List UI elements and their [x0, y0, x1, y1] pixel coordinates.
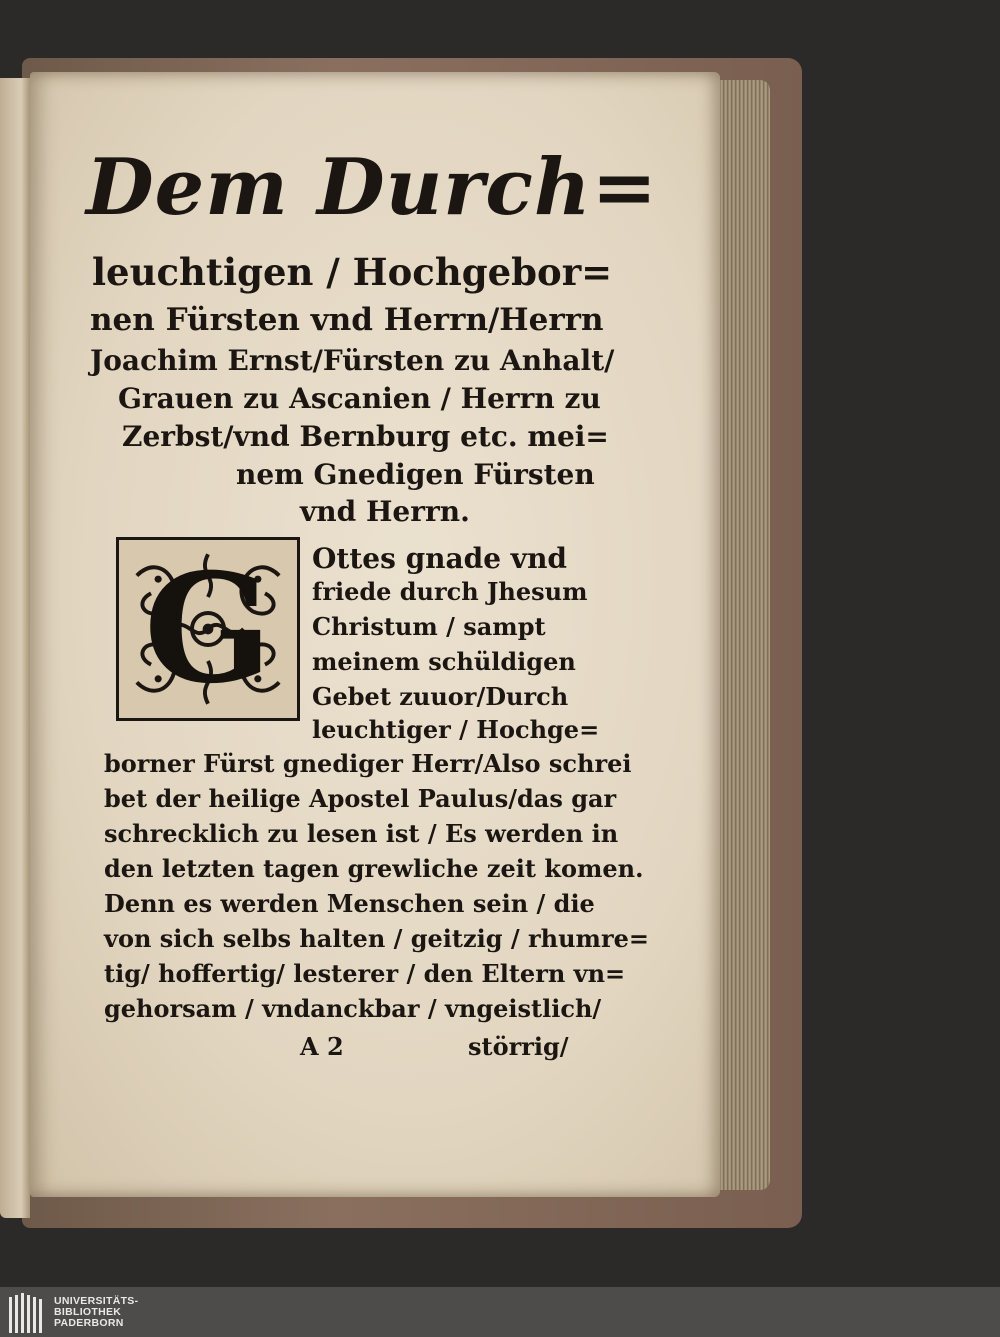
dedication-line: vnd Herrn. [300, 495, 470, 528]
body-text-line: schrecklich zu lesen ist / Es werden in [104, 819, 619, 848]
dedication-line: nen Fürsten vnd Herrn/Herrn [90, 302, 604, 338]
library-name-line: BIBLIOTHEK [54, 1305, 122, 1318]
university-library-logo-icon [6, 1287, 46, 1337]
library-name [54, 1296, 138, 1329]
body-text-line: Christum / sampt [312, 612, 546, 641]
book-page [30, 72, 720, 1197]
body-text-line: tig/ hoffertig/ lesterer / den Eltern vn= [104, 959, 626, 988]
facing-page-edge [0, 78, 30, 1218]
footer-bar [0, 1287, 1000, 1337]
body-text-line: borner Fürst gnediger Herr/Also schrei [104, 749, 632, 778]
dedication-line: Joachim Ernst/Fürsten zu Anhalt/ [90, 344, 615, 377]
body-text-line: Gebet zuuor/Durch [312, 682, 569, 711]
body-text-line: friede durch Jhesum [312, 577, 588, 606]
catchword: störrig/ [468, 1032, 569, 1061]
dedication-line: nem Gnedigen Fürsten [236, 458, 595, 491]
body-text-line: meinem schüldigen [312, 647, 576, 676]
body-text-line: von sich selbs halten / geitzig / rhumre= [104, 924, 649, 953]
body-text-line: gehorsam / vndanckbar / vngeistlich/ [104, 994, 602, 1023]
dedication-line: Grauen zu Ascanien / Herrn zu [118, 382, 601, 415]
body-text-line: Ottes gnade vnd [312, 542, 568, 575]
body-text-line: bet der heilige Apostel Paulus/das gar [104, 784, 617, 813]
body-text-line: Denn es werden Menschen sein / die [104, 889, 595, 918]
signature-mark: A 2 [300, 1032, 344, 1061]
dedication-line: leuchtigen / Hochgebor= [92, 250, 613, 294]
page-text [30, 72, 720, 1197]
library-name-line: UNIVERSITÄTS- [54, 1294, 139, 1307]
dedication-heading: Dem Durch= [86, 142, 658, 233]
library-name-line: PADERBORN [54, 1316, 124, 1329]
dedication-line: Zerbst/vnd Bernburg etc. mei= [122, 420, 609, 453]
decorated-initial [116, 537, 300, 721]
initial-letter: G [143, 541, 273, 717]
body-text-line: den letzten tagen grewliche zeit komen. [104, 854, 644, 883]
body-text-line: leuchtiger / Hochge= [312, 715, 600, 744]
